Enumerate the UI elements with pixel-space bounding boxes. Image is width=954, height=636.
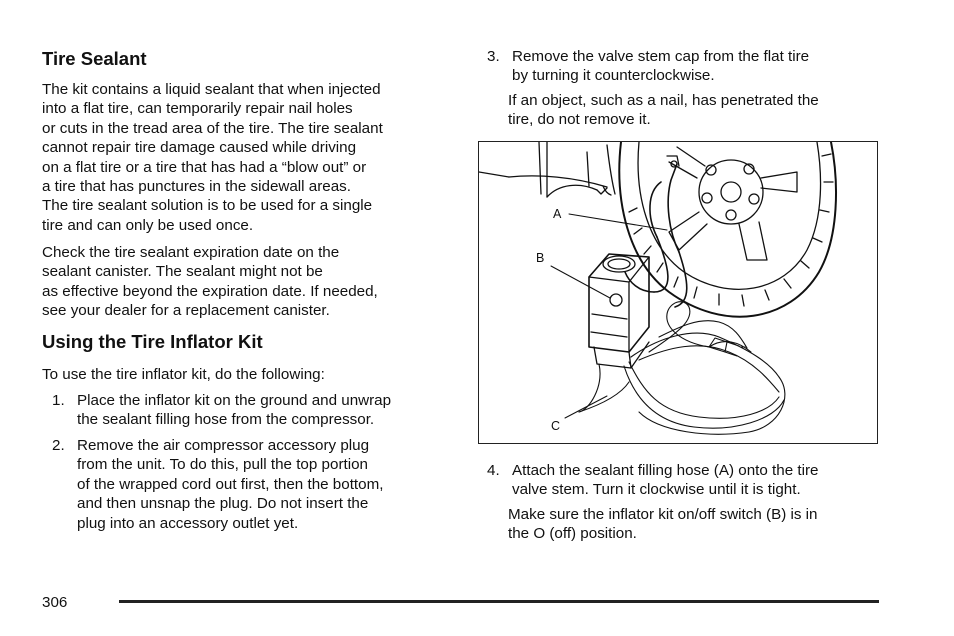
leader-line-b	[551, 266, 610, 298]
section-heading-tire-sealant: Tire Sealant	[42, 48, 147, 69]
text-line: the O (off) position.	[508, 525, 637, 543]
text-line: into a flat tire, can temporarily repair nail holes	[42, 100, 353, 118]
power-cord	[579, 302, 785, 435]
paragraph-kit-description	[42, 80, 383, 235]
text-line: Remove the air compressor accessory plug	[77, 437, 370, 454]
text-line: a tire that has punctures in the sidewall areas.	[42, 178, 351, 196]
step-number: 1.	[52, 392, 65, 409]
callout-label-b: B	[536, 251, 545, 265]
text-line: see your dealer for a replacement canister.	[42, 302, 330, 320]
text-line: or cuts in the tread area of the tire. The tire sealant	[42, 119, 383, 137]
note-switch-off	[508, 505, 818, 544]
text-line: on a flat tire or a tire that has had a “blow out” or	[42, 158, 367, 176]
text-line: from the unit. To do this, pull the top portion	[77, 456, 368, 474]
text-line: sealant canister. The sealant might not be	[42, 263, 323, 281]
text-line: by turning it counterclockwise.	[512, 67, 715, 85]
leader-line-c	[565, 396, 607, 418]
text-line: the sealant filling hose from the compressor.	[77, 411, 375, 429]
on-off-switch	[610, 294, 622, 306]
text-line: as effective beyond the expiration date. If needed,	[42, 282, 378, 300]
vehicle-fender	[479, 142, 615, 197]
page-number: 306	[42, 594, 68, 611]
section-heading-using-inflator-kit: Using the Tire Inflator Kit	[42, 331, 263, 352]
text-line: plug into an accessory outlet yet.	[77, 514, 299, 532]
step-number: 3.	[487, 48, 500, 65]
callout-label-a: A	[553, 207, 562, 221]
step-number: 4.	[487, 462, 500, 479]
wheel-hub	[669, 147, 797, 260]
text-line: Attach the sealant filling hose (A) onto the tire	[512, 462, 819, 479]
note-object-in-tire	[508, 91, 819, 130]
step-text	[512, 47, 809, 86]
callout-label-c: C	[551, 419, 561, 433]
step-text	[77, 436, 383, 533]
text-line: The tire sealant solution is to be used for a single	[42, 197, 373, 215]
text-line: and then unsnap the plug. Do not insert the	[77, 495, 369, 513]
text-line: Remove the valve stem cap from the flat tire	[512, 48, 810, 65]
illustration-svg	[479, 142, 878, 444]
step-number: 2.	[52, 437, 65, 454]
step-text	[77, 391, 391, 430]
tire-inflator-illustration	[478, 141, 878, 444]
text-line: To use the tire inflator kit, do the following:	[42, 366, 325, 383]
paragraph-expiration-date	[42, 243, 378, 321]
text-line: If an object, such as a nail, has penetrated the	[508, 92, 819, 109]
text-line: Make sure the inflator kit on/off switch (B) is in	[508, 506, 818, 523]
text-line: of the wrapped cord out first, then the bottom,	[77, 475, 384, 493]
footer-divider	[119, 600, 879, 603]
text-line: tire and can only be used once.	[42, 216, 254, 234]
step-text	[512, 461, 818, 500]
text-line: The kit contains a liquid sealant that when injected	[42, 81, 381, 98]
paragraph-intro	[42, 365, 325, 384]
text-line: cannot repair tire damage caused while driving	[42, 139, 357, 157]
text-line: tire, do not remove it.	[508, 111, 651, 129]
tire	[619, 142, 836, 317]
text-line: Check the tire sealant expiration date on the	[42, 244, 340, 261]
sealant-hose	[625, 156, 687, 307]
text-line: Place the inflator kit on the ground and unwrap	[77, 392, 392, 409]
text-line: valve stem. Turn it clockwise until it is tight.	[512, 481, 801, 499]
